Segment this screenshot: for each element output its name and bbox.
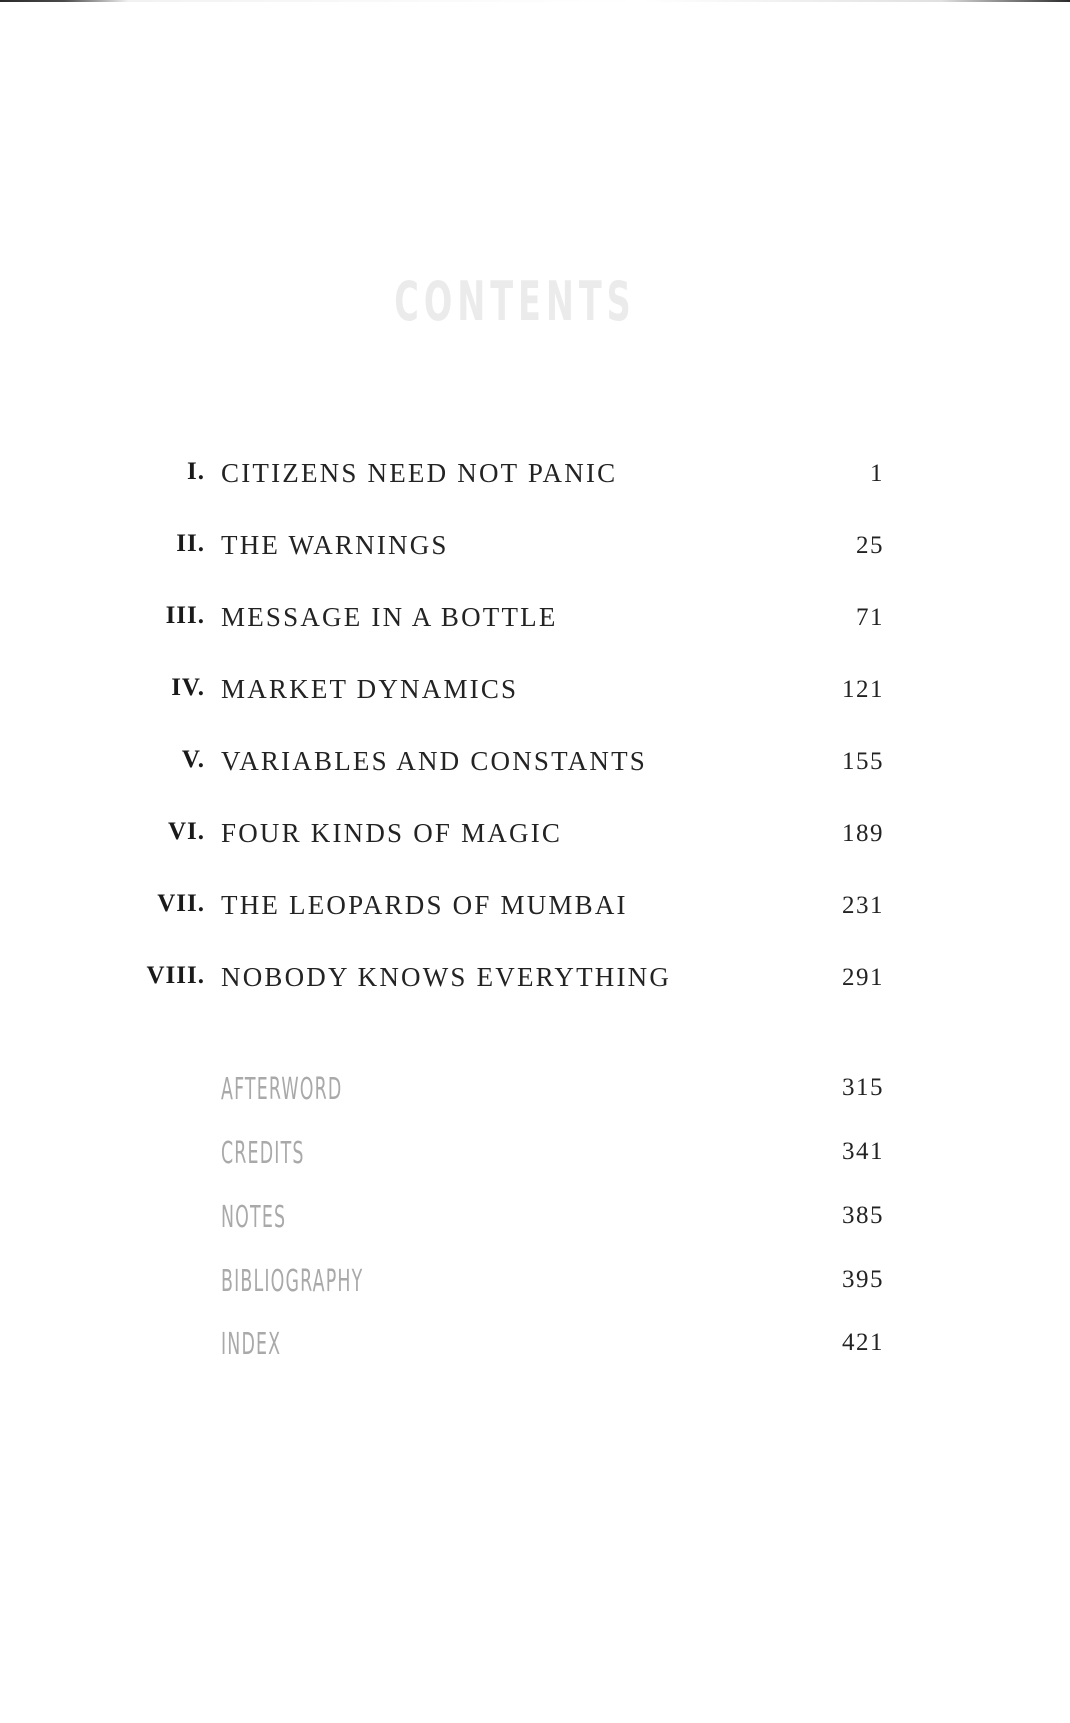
back-matter-page-number: 421 <box>842 1329 884 1356</box>
chapter-row <box>0 890 1070 930</box>
back-matter-page-number: 315 <box>842 1074 884 1101</box>
chapter-row <box>0 530 1070 570</box>
chapter-numeral: V. <box>181 746 205 773</box>
chapter-numeral: VI. <box>167 818 205 845</box>
back-matter-page-number: 385 <box>842 1202 884 1229</box>
back-matter-page-number: 341 <box>842 1138 884 1165</box>
chapter-page-number: 71 <box>856 604 884 631</box>
chapter-page-number: 155 <box>842 748 884 775</box>
chapter-row <box>0 746 1070 786</box>
chapter-page-number: 291 <box>842 964 884 991</box>
chapter-title: FOUR KINDS OF MAGIC <box>221 818 563 848</box>
back-matter-row <box>0 1327 1070 1367</box>
back-matter-row <box>0 1264 1070 1304</box>
back-matter-row <box>0 1200 1070 1240</box>
chapter-numeral: IV. <box>171 674 205 701</box>
chapter-page-number: 25 <box>856 532 884 559</box>
chapter-title: MARKET DYNAMICS <box>221 674 519 704</box>
back-matter-title: CREDITS <box>221 1136 305 1171</box>
back-matter-title: INDEX <box>221 1327 282 1362</box>
page-edge-shadow <box>0 0 1070 2</box>
chapter-numeral: II. <box>176 530 205 557</box>
chapter-numeral: III. <box>165 602 205 629</box>
back-matter-page-number: 395 <box>842 1266 884 1293</box>
back-matter-title: AFTERWORD <box>221 1072 343 1107</box>
chapter-title: VARIABLES AND CONSTANTS <box>221 746 647 776</box>
back-matter-title: NOTES <box>221 1200 287 1235</box>
chapter-page-number: 121 <box>842 676 884 703</box>
chapter-row <box>0 458 1070 498</box>
chapter-page-number: 231 <box>842 892 884 919</box>
back-matter-row <box>0 1072 1070 1112</box>
chapter-page-number: 189 <box>842 820 884 847</box>
chapter-row <box>0 818 1070 858</box>
page-title: CONTENTS <box>394 270 636 333</box>
back-matter-row <box>0 1136 1070 1176</box>
chapter-row <box>0 962 1070 1002</box>
back-matter-title: BIBLIOGRAPHY <box>221 1264 364 1299</box>
chapter-numeral: VIII. <box>146 962 205 989</box>
chapter-title: CITIZENS NEED NOT PANIC <box>221 458 618 488</box>
chapter-numeral: I. <box>187 458 205 485</box>
chapter-title: THE LEOPARDS OF MUMBAI <box>221 890 628 920</box>
chapter-row <box>0 602 1070 642</box>
chapter-title: MESSAGE IN A BOTTLE <box>221 602 558 632</box>
chapter-row <box>0 674 1070 714</box>
chapter-page-number: 1 <box>870 460 884 487</box>
chapter-title: THE WARNINGS <box>221 530 449 560</box>
chapter-title: NOBODY KNOWS EVERYTHING <box>221 962 672 992</box>
chapter-numeral: VII. <box>157 890 205 917</box>
